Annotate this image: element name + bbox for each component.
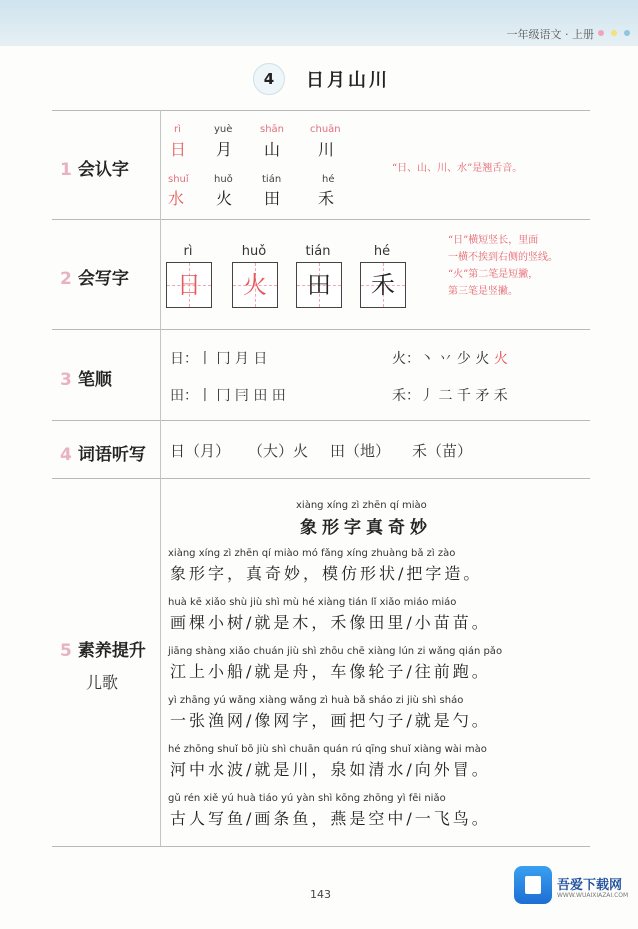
poem-pinyin: hé zhōng shuǐ bō jiù shì chuān quán rú qīng shuǐ xiàng wài mào bbox=[168, 744, 487, 755]
poem-title-pinyin: xiàng xíng zì zhēn qí miào bbox=[296, 500, 427, 511]
writing-grid: 禾 bbox=[360, 262, 406, 308]
handwritten-note: “日”横短竖长，里面 一横不挨到右侧的竖线。 “火”第二笔是短撇， 第三笔是竖撇。 bbox=[448, 235, 558, 297]
pinyin: tián bbox=[305, 244, 331, 259]
section-subtitle: 儿歌 bbox=[86, 673, 119, 692]
decor-dot bbox=[624, 30, 630, 36]
stroke-order-he: 禾：丿 二 千 矛 禾 bbox=[392, 388, 508, 404]
stroke-order-huo: 火：丶 丷 少 火 火 bbox=[392, 351, 508, 367]
divider bbox=[52, 329, 590, 330]
poem-line: 江上小船/就是舟，车像轮子/往前跑。 bbox=[170, 662, 491, 681]
hanzi: 水 bbox=[168, 189, 185, 208]
decor-dots bbox=[598, 30, 630, 36]
hanzi: 日 bbox=[170, 140, 187, 159]
writing-grid: 日 bbox=[166, 262, 212, 308]
poem-line: 古人写鱼/画条鱼，燕是空中/一飞鸟。 bbox=[170, 809, 491, 828]
hanzi: 田 bbox=[264, 189, 281, 208]
poem-pinyin: yì zhāng yú wǎng xiàng wǎng zì huà bǎ sháo zi jiù shì sháo bbox=[168, 695, 464, 706]
dictation-word: （大）火 bbox=[248, 442, 309, 460]
divider bbox=[52, 110, 590, 111]
watermark-text: 吾爱下载网 bbox=[557, 878, 623, 893]
section-recognize: 1 会认字 bbox=[60, 160, 129, 180]
hanzi: 火 bbox=[216, 189, 233, 208]
pinyin: shuǐ bbox=[168, 174, 189, 185]
site-logo-icon bbox=[514, 866, 552, 904]
pinyin: huǒ bbox=[214, 174, 233, 185]
section-literacy: 5 素养提升 bbox=[60, 641, 146, 661]
lesson-number: 4 bbox=[253, 63, 285, 95]
section-stroke-order: 3 笔顺 bbox=[60, 370, 112, 390]
poem-pinyin: gǔ rén xiě yú huà tiáo yú yàn shì kōng zhōng yì fēi niǎo bbox=[168, 793, 446, 804]
divider bbox=[52, 420, 590, 421]
poem-line: 一张渔网/像网字，画把勺子/就是勺。 bbox=[170, 711, 491, 730]
poem-line: 河中水波/就是川，泉如清水/向外冒。 bbox=[170, 760, 491, 779]
poem-pinyin: huà kē xiǎo shù jiù shì mù hé xiàng tián lǐ xiǎo miáo miáo bbox=[168, 597, 457, 608]
divider bbox=[52, 846, 590, 847]
pinyin: yuè bbox=[214, 124, 233, 135]
hanzi: 月 bbox=[216, 140, 233, 159]
poem-pinyin: jiāng shàng xiǎo chuán jiù shì zhōu chē xiàng lún zi wǎng qián pǎo bbox=[168, 646, 503, 657]
hanzi: 禾 bbox=[318, 189, 335, 208]
book-name: 一年级语文 · 上册 bbox=[506, 28, 594, 41]
decor-dot bbox=[611, 30, 617, 36]
decor-dot bbox=[598, 30, 604, 36]
hanzi: 山 bbox=[264, 140, 281, 159]
poem-line: 象形字，真奇妙，模仿形状/把字造。 bbox=[170, 564, 483, 583]
pinyin: hé bbox=[373, 244, 391, 259]
pinyin: chuān bbox=[310, 124, 341, 135]
pinyin: rì bbox=[174, 124, 181, 135]
stroke-order-ri: 日：丨 冂 月 日 bbox=[170, 351, 268, 367]
divider bbox=[52, 219, 590, 220]
dictation-word: 禾（苗） bbox=[412, 442, 473, 460]
section-dictation: 4 词语听写 bbox=[60, 445, 146, 465]
watermark-url: WWW.WUAIXIAZAI.COM bbox=[557, 892, 629, 899]
stroke-order-tian: 田：丨 冂 冃 田 田 bbox=[170, 388, 286, 404]
dictation-word: 田（地） bbox=[330, 442, 391, 460]
pinyin: shān bbox=[260, 124, 285, 135]
lesson-title: 日月山川 bbox=[306, 70, 390, 91]
hanzi: 川 bbox=[318, 140, 335, 159]
column-divider bbox=[160, 110, 161, 846]
poem-title: 象形字真奇妙 bbox=[300, 518, 432, 538]
section-write: 2 会写字 bbox=[60, 269, 129, 289]
divider bbox=[52, 478, 590, 479]
pinyin: tián bbox=[262, 174, 282, 185]
writing-grid: 火 bbox=[232, 262, 278, 308]
page-number: 143 bbox=[310, 888, 331, 901]
pinyin: rì bbox=[183, 244, 193, 259]
poem-line: 画棵小树/就是木，禾像田里/小苗苗。 bbox=[170, 613, 491, 632]
dictation-word: 日（月） bbox=[170, 442, 231, 460]
poem-pinyin: xiàng xíng zì zhēn qí miào mó fǎng xíng zhuàng bǎ zì zào bbox=[168, 548, 456, 559]
handwritten-note: “日、山、川、水”是翘舌音。 bbox=[392, 163, 523, 174]
pinyin: huǒ bbox=[241, 244, 267, 259]
pinyin: hé bbox=[322, 174, 335, 185]
writing-grid: 田 bbox=[296, 262, 342, 308]
